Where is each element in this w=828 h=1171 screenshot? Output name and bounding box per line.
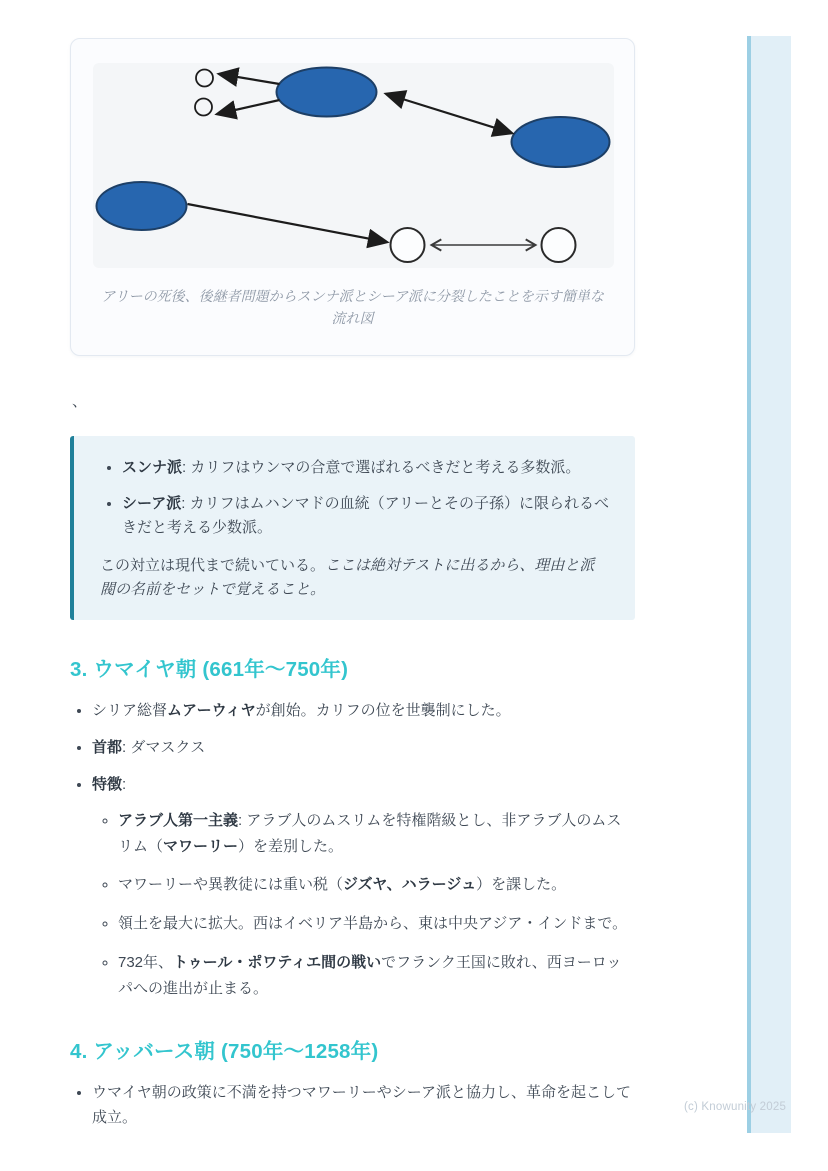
text-segment: マワーリー [163, 837, 239, 855]
text-segment: ムアーウィヤ [167, 702, 256, 720]
text-segment: でフランク王国に敗れ、西ヨーロッパへの進出が止まる。 [118, 953, 622, 997]
blue-node-top [277, 68, 377, 117]
section-abbasid [70, 1034, 635, 1132]
blue-node-bottom-left [97, 182, 187, 230]
white-circle-node-2 [542, 228, 576, 262]
arrow-top-to-circle1 [220, 74, 280, 84]
arrow-double-top-right [387, 94, 512, 133]
text-segment: : ダマスクス [122, 739, 206, 757]
sub-list [92, 808, 635, 1002]
text-segment: ）を差別した。 [238, 837, 344, 855]
text-segment: この対立は現代まで続いている。 [100, 557, 326, 575]
callout-box [70, 436, 635, 620]
list-item [122, 456, 609, 480]
text-segment: アラブ人第一主義 [118, 811, 239, 829]
list-item [118, 950, 635, 1002]
text-segment: : カリフはムハンマドの血統（アリーとその子孫）に限られるべきだと考える少数派。 [122, 495, 610, 537]
text-segment: ウマイヤ朝の政策に不満を持つマワーリーやシーア派と協力し、革命を起こして成立。 [92, 1083, 631, 1127]
list-item [118, 808, 635, 860]
text-segment: : カリフはウンマの合意で選ばれるべきだと考える多数派。 [182, 459, 581, 477]
figure-card [70, 38, 635, 356]
list-item [92, 1080, 635, 1132]
list-item [118, 911, 635, 937]
text-segment: スンナ派 [122, 459, 183, 477]
text-segment: ）を課した。 [476, 876, 567, 894]
arrow-top-to-circle2 [218, 100, 280, 114]
small-circle-node-1 [196, 70, 213, 87]
list-item [122, 492, 609, 540]
text-segment: 特徴 [92, 775, 123, 793]
text-segment: シリア総督 [92, 702, 168, 720]
stray-comma-text: 、 [72, 393, 88, 411]
watermark: (c) Knowunity 2025 [684, 1101, 787, 1113]
text-segment: ジズヤ、ハラージュ [343, 876, 477, 894]
text-segment: : [122, 775, 127, 793]
callout-paragraph [100, 554, 609, 602]
list-item [118, 872, 635, 898]
callout-list [100, 456, 609, 540]
abbasid-list [70, 1080, 635, 1132]
flow-diagram [93, 63, 614, 268]
list-item [92, 698, 635, 724]
flow-diagram-svg [93, 63, 614, 268]
section-heading-abbasid: 4. アッバース朝 (750年〜1258年) [70, 1039, 379, 1063]
text-segment: トゥール・ポワティエ間の戦い [173, 953, 382, 971]
blue-node-right [512, 117, 610, 167]
white-circle-node-1 [391, 228, 425, 262]
text-segment: が創始。カリフの位を世襲制にした。 [255, 702, 511, 720]
page-margin-strip [747, 36, 791, 1133]
section-heading-umayyad: 3. ウマイヤ朝 (661年〜750年) [70, 658, 349, 682]
section-umayyad [70, 652, 635, 1001]
text-segment: マワーリーや異教徒には重い税（ [118, 876, 344, 894]
arrow-bottomleft-to-circle [188, 204, 387, 242]
text-segment: ここは絶対テストに出るから、理由と派閥の名前をセットで覚えること。 [100, 557, 595, 599]
figure-caption: アリーの死後、後継者問題からスンナ派とシーア派に分裂したことを示す簡単な流れ図 [101, 288, 604, 326]
small-circle-node-2 [195, 99, 212, 116]
umayyad-list [70, 698, 635, 1001]
text-segment: : アラブ人のムスリムを特権階級とし、非アラブ人のムスリム（ [118, 811, 622, 855]
text-segment: 首都 [92, 739, 123, 757]
note-content [70, 38, 635, 1142]
text-segment: 732年、 [118, 953, 174, 971]
list-item [92, 772, 635, 1002]
text-segment: 領土を最大に拡大。西はイベリア半島から、東は中央アジア・インドまで。 [118, 915, 628, 933]
text-segment: シーア派 [122, 495, 182, 513]
list-item [92, 735, 635, 761]
